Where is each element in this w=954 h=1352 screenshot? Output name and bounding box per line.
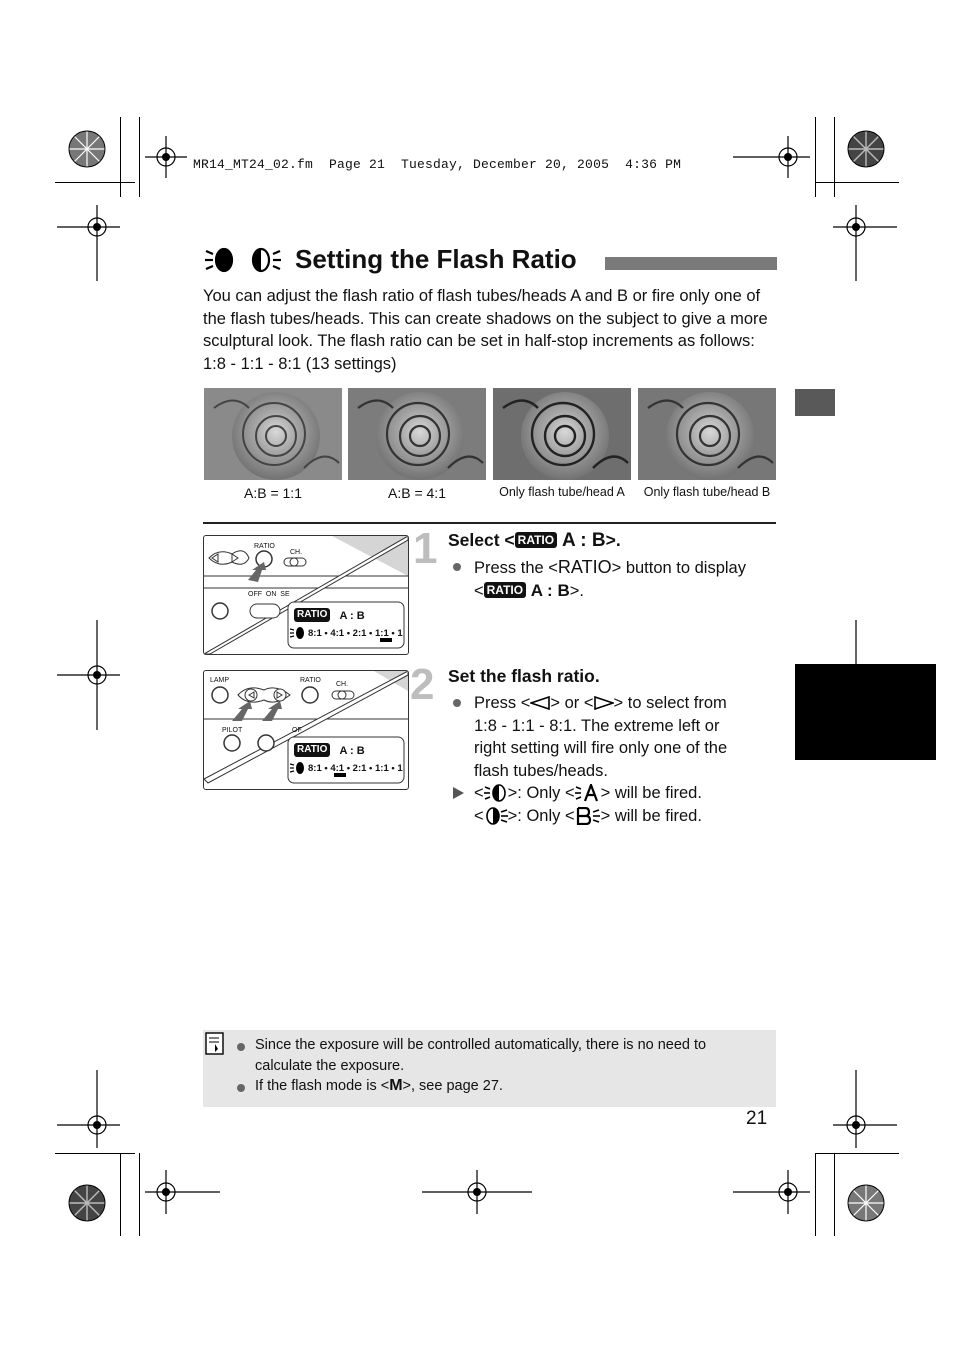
intro-paragraph: You can adjust the flash ratio of flash tubes/heads A and B or fire only one of the flash tubes/heads. This can create shadows on the subject to give a more sculptural look. The flash ratio can be set in half-stop increments as follows: 1:8 - 1:1 - 8:1 (13 settings) bbox=[203, 287, 768, 374]
step-number-2: 2 bbox=[410, 660, 435, 709]
left-arrow-icon bbox=[530, 696, 550, 710]
registration-target-icon bbox=[833, 205, 897, 281]
step-2-title: Set the flash ratio. bbox=[448, 666, 600, 686]
bullet-icon bbox=[453, 699, 461, 707]
ratio-badge: RATIO bbox=[515, 532, 557, 548]
photo-caption-4: Only flash tube/head B bbox=[643, 485, 771, 499]
star-target-icon bbox=[848, 1185, 884, 1221]
chapter-tab-dark bbox=[795, 664, 936, 760]
note-box bbox=[203, 1030, 776, 1107]
step-1-title: Select < RATIO A : B>. bbox=[448, 530, 621, 551]
flash-b-icon bbox=[484, 807, 508, 825]
memo-icon bbox=[205, 1032, 225, 1056]
ratio-scale: 8:1 • 4:1 • 2:1 • 1:1 • 1 bbox=[308, 627, 403, 639]
off-on-se-label: OFF ON SE bbox=[248, 591, 290, 598]
registration-target-icon bbox=[57, 1070, 120, 1148]
section-divider bbox=[203, 522, 776, 524]
rose-photo-1 bbox=[204, 388, 342, 480]
photo-caption-1: A:B = 1:1 bbox=[244, 485, 302, 501]
bullet-icon bbox=[237, 1084, 245, 1092]
ch-label: CH. bbox=[290, 549, 303, 556]
ratio-scale: 8:1 • 4:1 • 2:1 • 1:1 • 1 bbox=[308, 762, 403, 774]
ratio-label: RATIO bbox=[300, 677, 321, 684]
registration-target-icon bbox=[57, 205, 120, 281]
flash-head-a-icon bbox=[575, 784, 601, 802]
off-label: OF bbox=[292, 727, 302, 734]
star-target-icon bbox=[848, 131, 884, 167]
ratio-button-label: RATIO bbox=[557, 557, 612, 577]
page-number: 21 bbox=[746, 1108, 768, 1129]
chapter-tab bbox=[795, 389, 835, 416]
step-number-1: 1 bbox=[413, 524, 438, 573]
rose-photo-3 bbox=[493, 388, 631, 480]
file-header: MR14_MT24_02.fm Page 21 Tuesday, December 20, 2005 4:36 PM bbox=[193, 157, 682, 172]
flash-panel-illustration-2 bbox=[203, 670, 409, 790]
flash-a-icon bbox=[290, 761, 308, 775]
ratio-badge: RATIO bbox=[294, 608, 330, 622]
ratio-badge: RATIO bbox=[484, 582, 526, 598]
ratio-label: RATIO bbox=[254, 543, 275, 550]
rose-photo-2 bbox=[348, 388, 486, 480]
registration-target-icon bbox=[733, 136, 810, 178]
ratio-ab: A : B bbox=[339, 610, 365, 622]
flash-a-icon bbox=[290, 626, 308, 640]
photo-caption-3: Only flash tube/head A bbox=[499, 485, 625, 499]
title-bar bbox=[605, 257, 777, 270]
ratio-badge: RATIO bbox=[294, 743, 330, 757]
flash-head-b-icon bbox=[575, 807, 601, 825]
section-title-row bbox=[205, 244, 577, 275]
flash-panel-illustration-1 bbox=[203, 535, 409, 655]
flash-a-icon bbox=[205, 246, 243, 274]
ratio-ab: A : B bbox=[339, 745, 365, 757]
bullet-icon bbox=[237, 1043, 245, 1051]
note-1: Since the exposure will be controlled automatically, there is no need to calculate the exposure. bbox=[255, 1037, 707, 1074]
step-2-results: < >: Only < > will be fired. < >: Only < > will be fired. bbox=[474, 784, 702, 825]
manual-mode-label: M bbox=[389, 1077, 403, 1094]
ch-label: CH. bbox=[336, 681, 349, 688]
bullet-icon bbox=[453, 563, 461, 571]
star-target-icon bbox=[69, 1185, 105, 1221]
result-arrow-icon bbox=[453, 787, 464, 799]
registration-target-icon bbox=[145, 1170, 220, 1214]
lamp-label: LAMP bbox=[210, 677, 230, 684]
registration-target-icon bbox=[833, 1070, 897, 1148]
pilot-label: PILOT bbox=[222, 727, 243, 734]
flash-a-icon bbox=[484, 784, 508, 802]
note-2: If the flash mode is <M>, see page 27. bbox=[255, 1077, 503, 1094]
photo-caption-2: A:B = 4:1 bbox=[388, 485, 446, 501]
registration-target-icon bbox=[733, 1170, 810, 1214]
registration-target-icon bbox=[57, 620, 120, 730]
page-title: Setting the Flash Ratio bbox=[295, 244, 577, 274]
star-target-icon bbox=[69, 131, 105, 167]
rose-photo-4 bbox=[638, 388, 776, 480]
flash-b-icon bbox=[247, 246, 287, 274]
step-2-body: Press < > or < > to select from 1:8 - 1:1 - 8:1. The extreme left or right setting will fire only one of the flash tubes/heads. bbox=[474, 694, 728, 781]
right-arrow-icon bbox=[594, 696, 614, 710]
step-1-body: Press the <RATIO> button to display < RATIO A : B>. bbox=[474, 557, 746, 600]
